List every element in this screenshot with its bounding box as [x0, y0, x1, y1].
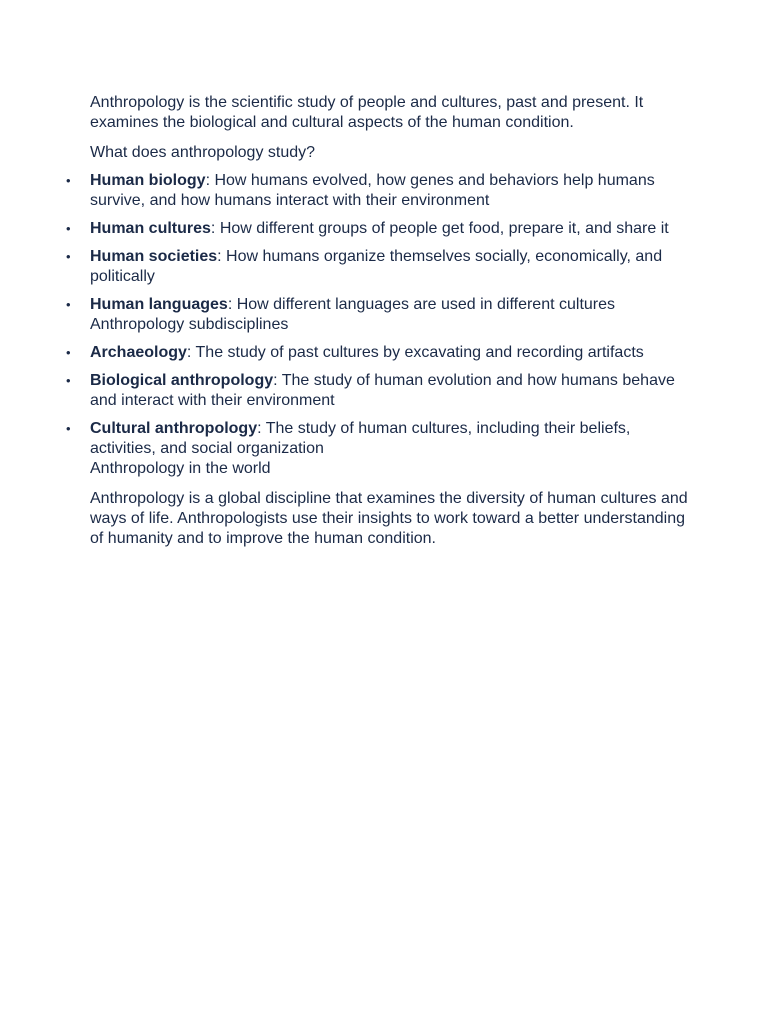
list-item-desc: : The study of past cultures by excavating and recording artifacts	[186, 344, 644, 361]
list-item-desc: : How different groups of people get food, prepare it, and share it	[210, 220, 669, 237]
list-item-term: Archaeology	[90, 344, 187, 361]
conclusion-paragraph: Anthropology is a global discipline that examines the diversity of human cultures and ways of life. Anthropologists use their insights to work toward a better understanding of humanity and to improve the human condition.	[90, 490, 688, 547]
world-heading: Anthropology in the world	[90, 460, 271, 477]
list-item-term: Human biology	[90, 172, 206, 189]
question-paragraph: What does anthropology study?	[90, 144, 316, 161]
intro-paragraph: Anthropology is the scientific study of people and cultures, past and present. It examines the biological and cultural aspects of the human condition.	[90, 94, 644, 131]
list-item-desc: : The study of human evolution and how humans behave and interact with their environment	[90, 372, 675, 409]
list-item-term: Human cultures	[90, 220, 211, 237]
document-body	[90, 93, 690, 549]
list-item-cultural-anthropology	[90, 419, 690, 459]
list-item-term: Human languages	[90, 296, 228, 313]
list-item-desc: : The study of human cultures, including their beliefs, activities, and social organization	[90, 420, 631, 457]
list-item-desc: : How humans organize themselves socially, economically, and politically	[90, 248, 663, 285]
list-item-human-biology	[90, 171, 690, 211]
subdisciplines-list	[90, 343, 690, 459]
list-item-archaeology	[90, 343, 690, 363]
list-item-term: Human societies	[90, 248, 218, 265]
list-item-desc: : How different languages are used in different cultures	[227, 296, 616, 313]
list-item-human-cultures	[90, 219, 690, 239]
subdisciplines-heading: Anthropology subdisciplines	[90, 316, 289, 333]
list-item-term: Biological anthropology	[90, 372, 274, 389]
list-item-human-societies	[90, 247, 690, 287]
list-item-term: Cultural anthropology	[90, 420, 258, 437]
list-item-desc: : How humans evolved, how genes and behaviors help humans survive, and how humans interact with their environment	[90, 172, 655, 209]
study-list	[90, 171, 690, 335]
list-item-human-languages	[90, 295, 690, 335]
list-item-biological-anthropology	[90, 371, 690, 411]
